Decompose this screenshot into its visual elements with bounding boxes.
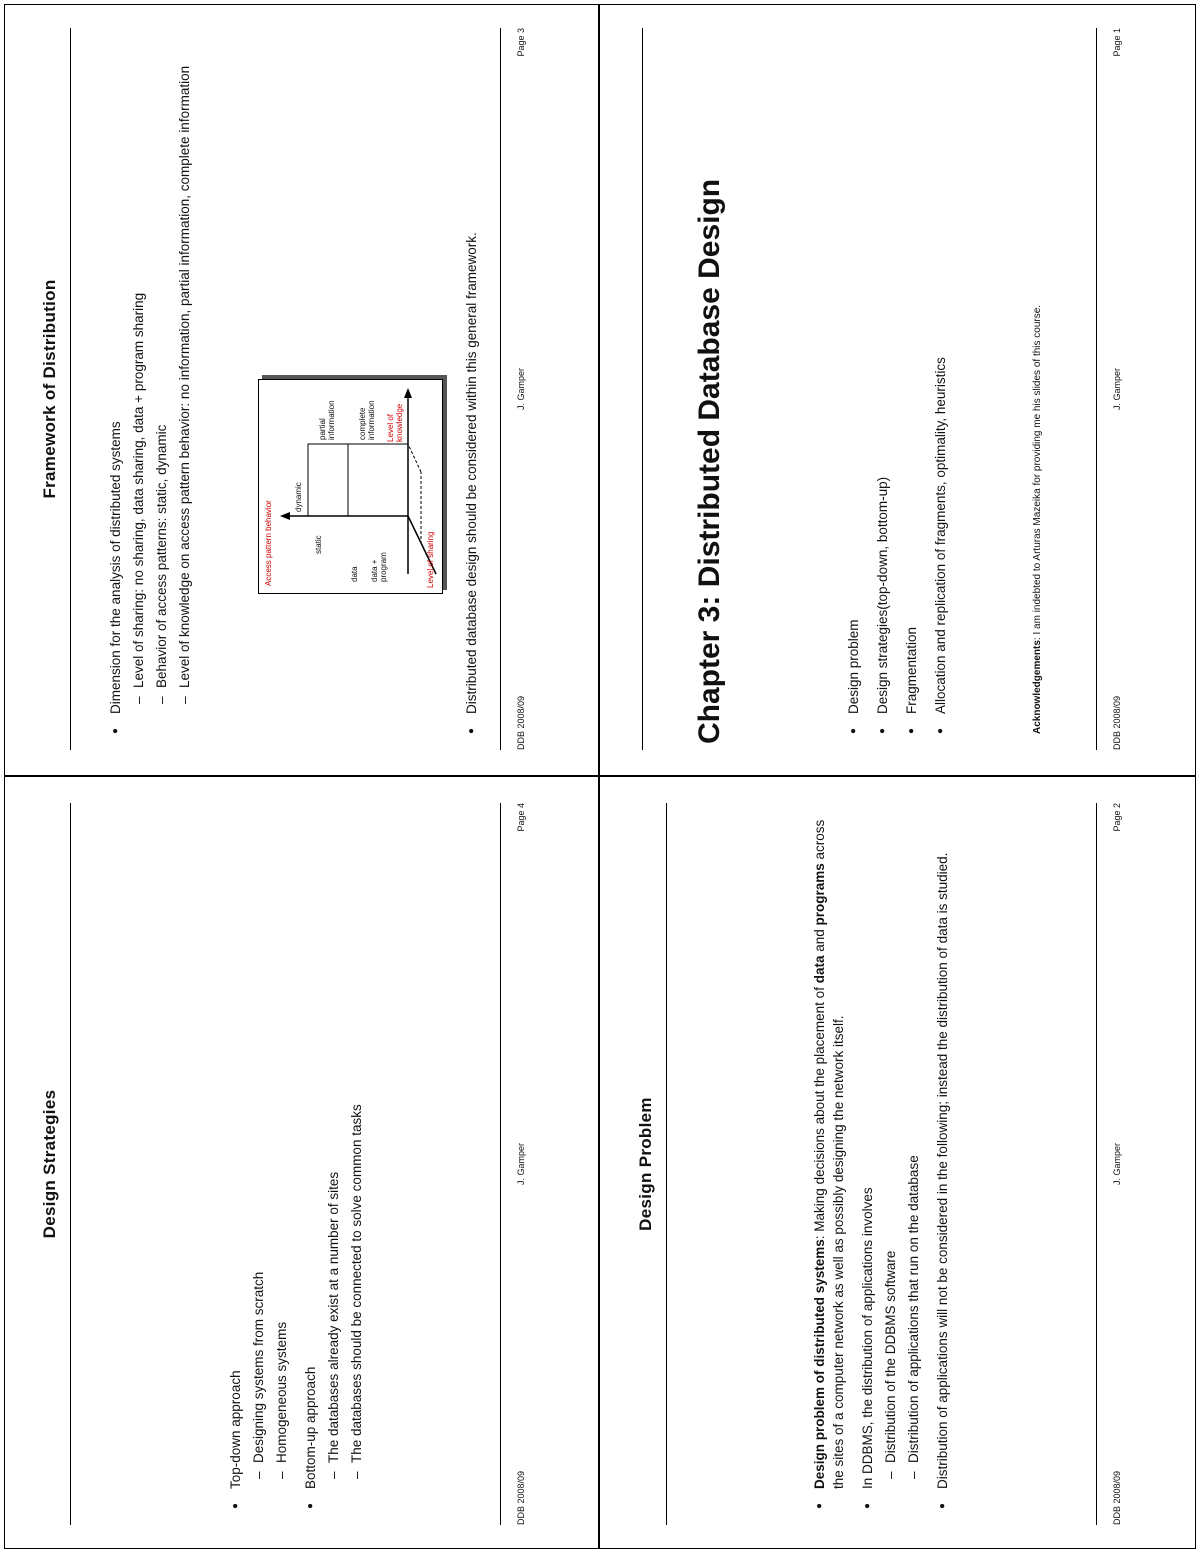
bullet-item: ● Design problem — [844, 34, 863, 734]
bullet-item: ● Top-down approach — [226, 809, 245, 1509]
static-plane — [308, 444, 408, 516]
slide-2-cell — [602, 779, 1194, 1549]
slide-footer — [516, 803, 530, 1525]
partial-information-label: partial information — [318, 400, 336, 440]
footer-author: J. Gamper — [516, 1143, 526, 1186]
sub-item: – Level of knowledge on access pattern behavior: no information, partial information, complete information — [175, 34, 194, 734]
bullet-item — [810, 809, 848, 1509]
slide-title: Chapter 3: Distributed Database Design — [693, 178, 726, 744]
bullet-item: ● Distributed database design should be considered within this general framework. — [462, 34, 481, 734]
bullet-item: ● Design strategies(top-down, bottom-up) — [873, 34, 892, 734]
bottom-rule — [500, 28, 501, 750]
slide-content — [106, 34, 198, 734]
footer-author: J. Gamper — [1112, 1143, 1122, 1186]
bullet-item: ● Distribution of applications will not be considered in the following; instead the distribution of data is studied. — [933, 809, 952, 1509]
complete-information-label: complete information — [358, 400, 376, 440]
slide-4-cell — [6, 779, 598, 1549]
sub-item: – Designing systems from scratch — [249, 809, 268, 1509]
bold-term: Design problem of distributed systems — [812, 1239, 827, 1489]
bottom-rule — [1096, 803, 1097, 1525]
horizontal-divider — [4, 775, 1196, 777]
text-run: and — [812, 925, 827, 956]
vertical-divider — [598, 4, 600, 1549]
data-label: data — [350, 566, 359, 582]
slide-2 — [602, 779, 1194, 1549]
slide-1 — [602, 4, 1194, 774]
footer-course: DDB 2008/09 — [516, 1470, 526, 1525]
bottom-rule — [1096, 28, 1097, 750]
text-run: : Making decisions about the placement of — [812, 983, 827, 1240]
top-rule — [666, 803, 667, 1525]
slide-content — [226, 809, 370, 1509]
arrow-right-icon — [404, 388, 412, 398]
footer-course: DDB 2008/09 — [1112, 695, 1122, 750]
ack-label: Acknowledgements — [1032, 640, 1043, 734]
level-of-knowledge-label: Level of knowledge — [386, 403, 404, 442]
data-program-label: data + program — [370, 552, 388, 582]
top-rule — [642, 28, 643, 750]
sub-item: – Distribution of applications that run on the database — [904, 809, 923, 1509]
slide-3 — [6, 4, 598, 774]
sub-item: – The databases should be connected to solve common tasks — [347, 809, 366, 1509]
slide-footer — [516, 28, 530, 750]
footer-page: Page 1 — [1112, 28, 1122, 57]
distribution-framework-diagram — [258, 379, 443, 594]
top-rule — [70, 28, 71, 750]
bold-term: programs — [812, 863, 827, 926]
slide-1-cell — [602, 4, 1194, 774]
sub-item: – Distribution of the DDBMS software — [881, 809, 900, 1509]
sub-item: – The databases already exist at a number of sites — [324, 809, 343, 1509]
footer-course: DDB 2008/09 — [1112, 1470, 1122, 1525]
slide-title: Design Problem — [636, 1097, 655, 1231]
slide-3-cell — [6, 4, 598, 774]
sub-item: – Level of sharing: no sharing, data sharing, data + program sharing — [129, 34, 148, 734]
footer-author: J. Gamper — [1112, 368, 1122, 411]
static-label: static — [314, 535, 323, 554]
slide-4 — [6, 779, 598, 1549]
footer-page: Page 2 — [1112, 803, 1122, 832]
acknowledgement — [1032, 24, 1043, 734]
bottom-rule — [500, 803, 501, 1525]
footer-page: Page 3 — [516, 28, 526, 57]
slide-content — [844, 34, 960, 734]
sub-item: – Homogeneous systems — [272, 809, 291, 1509]
slide-title: Framework of Distribution — [40, 279, 59, 499]
bullet-item: ● Dimension for the analysis of distributed systems — [106, 34, 125, 734]
slide-footer — [1112, 28, 1126, 750]
bullet-item: ● Allocation and replication of fragments, optimality, heuristics — [931, 34, 950, 734]
top-rule — [70, 803, 71, 1525]
level-of-sharing-label: Level of sharing — [426, 531, 435, 588]
footer-course: DDB 2008/09 — [516, 695, 526, 750]
sub-item: – Behavior of access patterns: static, dynamic — [152, 34, 171, 734]
slide-footer — [1112, 803, 1126, 1525]
footer-page: Page 4 — [516, 803, 526, 832]
access-pattern-label: Access pattern behavior — [264, 500, 273, 586]
slide-content — [810, 809, 962, 1509]
bullet-item: ● Bottom-up approach — [301, 809, 320, 1509]
ack-text: : I am indebted to Arturas Mazeika for providing me his slides of this course. — [1032, 304, 1043, 641]
footer-author: J. Gamper — [516, 368, 526, 411]
text-run: across the sites of a computer network as well as possibly designing the network itself. — [812, 819, 846, 1489]
dynamic-label: dynamic — [294, 482, 303, 512]
slide-content-bottom — [462, 34, 491, 734]
data-plane-edge — [408, 444, 421, 472]
arrow-up-icon — [280, 512, 290, 520]
bold-term: data — [812, 955, 827, 984]
bullet-item: ● In DDBMS, the distribution of applications involves — [858, 809, 877, 1509]
bullet-item: ● Fragmentation — [902, 34, 921, 734]
slide-title: Design Strategies — [40, 1089, 59, 1239]
diagram-axes — [258, 379, 443, 594]
